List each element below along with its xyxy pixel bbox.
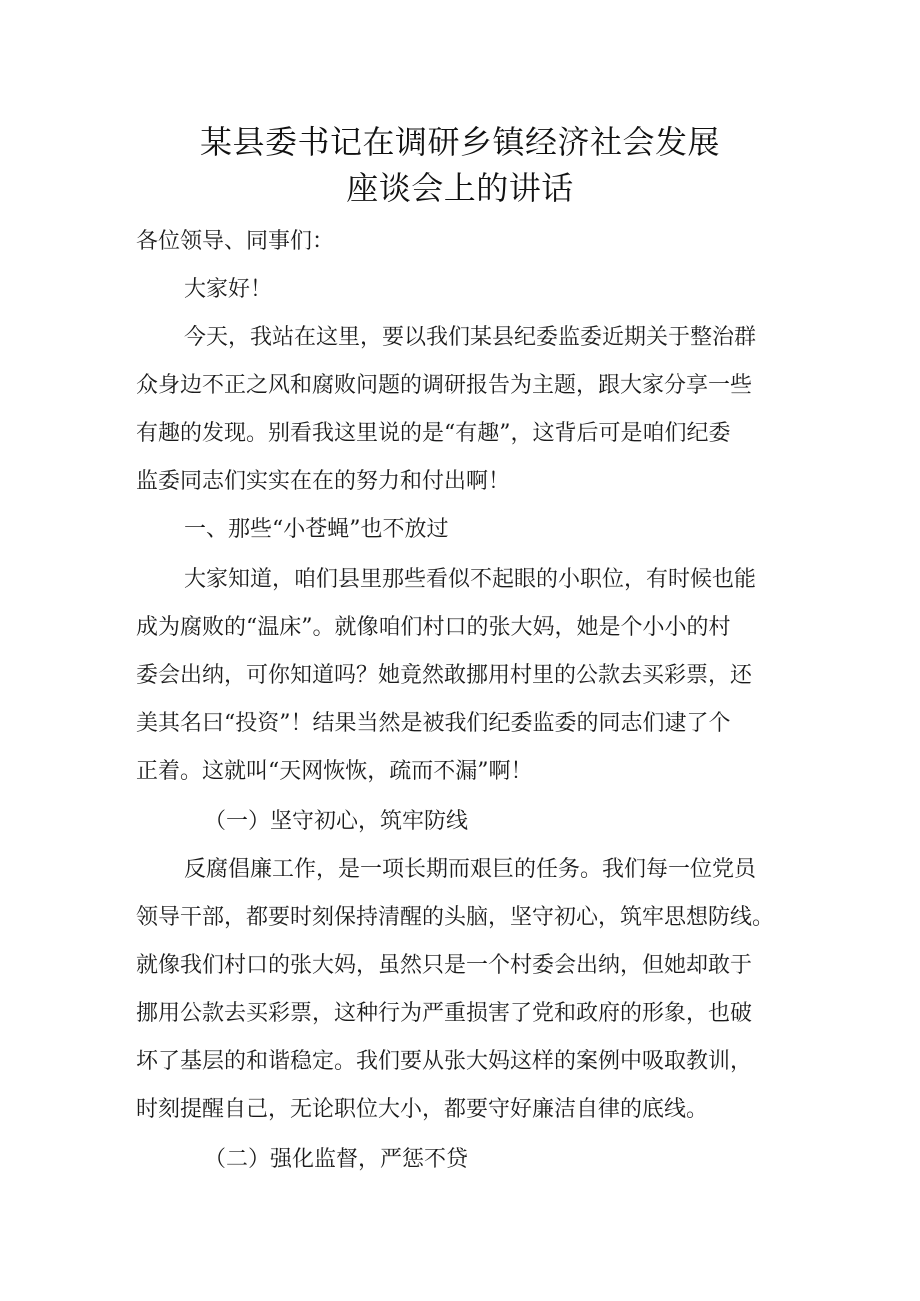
- paragraph-2-line-5: 正着。这就叫“天网恢恢，疏而不漏”啊！: [136, 759, 533, 784]
- paragraph-3-line-1: 反腐倡廉工作，是一项长期而艰巨的任务。我们每一位党员: [184, 857, 757, 882]
- paragraph-3-line-5: 坏了基层的和谐稳定。我们要从张大妈这样的案例中吸取教训，: [136, 1049, 753, 1074]
- greeting: 大家好！: [184, 277, 273, 302]
- paragraph-3-line-4: 挪用公款去买彩票，这种行为严重损害了党和政府的形象，也破: [136, 1001, 753, 1026]
- salutation: 各位领导、同事们：: [136, 229, 335, 254]
- paragraph-3-line-3: 就像我们村口的张大妈，虽然只是一个村委会出纳，但她却敢于: [136, 953, 753, 978]
- document-title-line-2: 座谈会上的讲话: [346, 169, 574, 207]
- paragraph-1-line-3: 有趣的发现。别看我这里说的是“有趣”，这背后可是咱们纪委: [136, 421, 731, 446]
- paragraph-2-line-1: 大家知道，咱们县里那些看似不起眼的小职位，有时候也能: [184, 567, 757, 592]
- paragraph-2-line-4: 美其名曰“投资”！结果当然是被我们纪委监委的同志们逮了个: [136, 711, 731, 736]
- subsection-1-heading: （一）坚守初心，筑牢防线: [204, 809, 469, 834]
- paragraph-2-line-2: 成为腐败的“温床”。就像咱们村口的张大妈，她是个小小的村: [136, 615, 731, 640]
- paragraph-1-line-4: 监委同志们实实在在的努力和付出啊！: [136, 469, 511, 494]
- paragraph-2-line-3: 委会出纳，可你知道吗？她竟然敢挪用村里的公款去买彩票，还: [136, 663, 753, 688]
- paragraph-1-line-2: 众身边不正之风和腐败问题的调研报告为主题，跟大家分享一些: [136, 373, 753, 398]
- section-1-heading: 一、那些“小苍蝇”也不放过: [184, 517, 449, 542]
- subsection-2-heading: （二）强化监督，严惩不贷: [204, 1147, 469, 1172]
- paragraph-3-line-6: 时刻提醒自己，无论职位大小，都要守好廉洁自律的底线。: [136, 1097, 709, 1122]
- paragraph-3-line-2: 领导干部，都要时刻保持清醒的头脑，坚守初心，筑牢思想防线。: [136, 905, 775, 930]
- document-title-line-1: 某县委书记在调研乡镇经济社会发展: [199, 123, 720, 161]
- paragraph-1-line-1: 今天，我站在这里，要以我们某县纪委监委近期关于整治群: [184, 325, 757, 350]
